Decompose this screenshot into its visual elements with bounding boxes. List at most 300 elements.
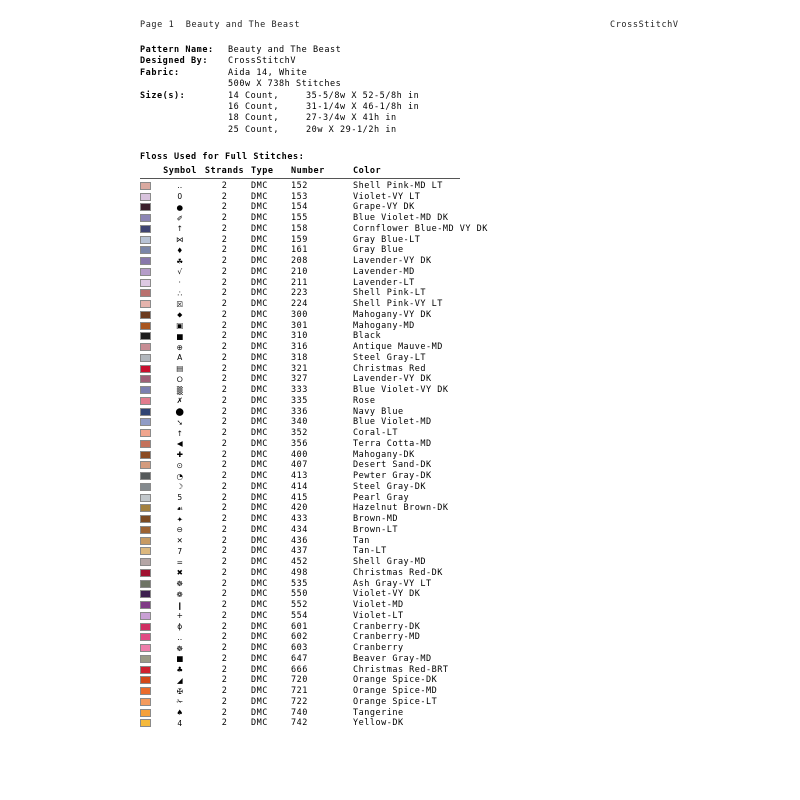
floss-number: 158 (291, 223, 308, 234)
floss-color-name: Blue Violet-VY DK (353, 385, 449, 396)
floss-symbol: ✚ (176, 450, 184, 460)
floss-table (140, 165, 488, 729)
table-row (140, 600, 470, 611)
color-swatch-cell (140, 289, 162, 297)
floss-strands: 2 (221, 460, 228, 471)
color-swatch (140, 644, 151, 652)
floss-type: DMC (251, 342, 268, 353)
floss-number: 414 (291, 481, 308, 492)
floss-color-name: Mahogany-DK (353, 449, 415, 460)
table-row (140, 718, 470, 729)
floss-color-name: Orange Spice-LT (353, 696, 438, 707)
floss-number: 647 (291, 653, 308, 664)
table-row (140, 331, 470, 342)
floss-symbol: · (178, 278, 182, 288)
floss-color-name: Rose (353, 395, 376, 406)
floss-symbol: 5 (177, 493, 183, 503)
floss-number: 211 (291, 277, 308, 288)
floss-strands: 2 (221, 309, 228, 320)
color-swatch (140, 225, 151, 233)
color-swatch (140, 375, 151, 383)
floss-number: 153 (291, 191, 308, 202)
color-swatch (140, 698, 151, 706)
color-swatch-cell (140, 709, 162, 717)
floss-type: DMC (251, 696, 268, 707)
floss-strands: 2 (221, 191, 228, 202)
floss-symbol: ♦ (176, 245, 184, 255)
table-row (140, 396, 470, 407)
floss-symbol: √ (177, 267, 183, 277)
table-row (140, 299, 470, 310)
column-header-number: Number (291, 166, 325, 176)
floss-symbol: ✐ (176, 213, 184, 223)
floss-symbol: ‥ (177, 181, 183, 191)
floss-strands: 2 (221, 374, 228, 385)
floss-type: DMC (251, 653, 268, 664)
floss-color-name: Christmas Red-BRT (353, 664, 449, 675)
floss-color-name: Terra Cotta-MD (353, 438, 432, 449)
floss-number: 436 (291, 535, 308, 546)
floss-strands: 2 (221, 686, 228, 697)
floss-symbol: ✖ (176, 568, 184, 578)
table-row (140, 686, 470, 697)
color-swatch (140, 676, 151, 684)
floss-strands: 2 (221, 707, 228, 718)
floss-strands: 2 (221, 589, 228, 600)
floss-type: DMC (251, 600, 268, 611)
table-row (140, 181, 470, 192)
color-swatch-cell (140, 644, 162, 652)
floss-number: 327 (291, 374, 308, 385)
floss-number: 152 (291, 180, 308, 191)
floss-color-name: Orange Spice-MD (353, 686, 438, 697)
color-swatch (140, 483, 151, 491)
table-row (140, 535, 470, 546)
table-row (140, 234, 470, 245)
color-swatch (140, 461, 151, 469)
floss-symbol: ϕ (177, 622, 183, 632)
floss-number: 333 (291, 385, 308, 396)
color-swatch (140, 289, 151, 297)
floss-symbol: ▣ (176, 321, 184, 331)
floss-strands: 2 (221, 352, 228, 363)
floss-strands: 2 (221, 546, 228, 557)
color-swatch-cell (140, 504, 162, 512)
color-swatch (140, 515, 151, 523)
floss-symbol: ▒ (176, 385, 184, 395)
floss-number: 301 (291, 320, 308, 331)
color-swatch-cell (140, 687, 162, 695)
floss-number: 452 (291, 557, 308, 568)
color-swatch (140, 311, 151, 319)
floss-color-name: Cranberry-MD (353, 632, 421, 643)
floss-number: 535 (291, 578, 308, 589)
floss-strands: 2 (221, 331, 228, 342)
color-swatch-cell (140, 612, 162, 620)
floss-strands: 2 (221, 417, 228, 428)
color-swatch (140, 709, 151, 717)
floss-strands: 2 (221, 234, 228, 245)
floss-symbol: ↑ (176, 224, 184, 234)
color-swatch-cell (140, 440, 162, 448)
designed-by-label: Designed By: (140, 56, 209, 67)
floss-type: DMC (251, 621, 268, 632)
floss-type: DMC (251, 417, 268, 428)
color-swatch-cell (140, 322, 162, 330)
color-swatch (140, 343, 151, 351)
floss-table-body (140, 180, 488, 729)
meta-row-fabric-stitches (140, 79, 419, 90)
color-swatch (140, 580, 151, 588)
size-count-0: 14 Count, (228, 90, 280, 101)
floss-strands: 2 (221, 428, 228, 439)
color-swatch-cell (140, 633, 162, 641)
floss-color-name: Black (353, 331, 382, 342)
color-swatch-cell (140, 300, 162, 308)
floss-strands: 2 (221, 223, 228, 234)
floss-color-name: Ash Gray-VY LT (353, 578, 432, 589)
color-swatch-cell (140, 580, 162, 588)
floss-type: DMC (251, 428, 268, 439)
color-swatch (140, 504, 151, 512)
floss-number: 340 (291, 417, 308, 428)
floss-type: DMC (251, 256, 268, 267)
floss-strands: 2 (221, 567, 228, 578)
floss-type: DMC (251, 202, 268, 213)
floss-type: DMC (251, 675, 268, 686)
size-count-1: 16 Count, (228, 102, 280, 113)
color-swatch (140, 451, 151, 459)
fabric-stitch-count: 500w X 738h Stitches (228, 79, 342, 90)
table-row (140, 439, 470, 450)
color-swatch (140, 537, 151, 545)
floss-number: 434 (291, 524, 308, 535)
table-row (140, 525, 470, 536)
table-row (140, 191, 470, 202)
floss-color-name: Steel Gray-DK (353, 481, 427, 492)
color-swatch (140, 494, 151, 502)
floss-type: DMC (251, 589, 268, 600)
floss-color-name: Antique Mauve-MD (353, 342, 443, 353)
color-swatch (140, 365, 151, 373)
color-swatch (140, 655, 151, 663)
floss-symbol: ☙ (176, 503, 184, 513)
floss-type: DMC (251, 567, 268, 578)
floss-number: 223 (291, 288, 308, 299)
designed-by-value: CrossStitchV (228, 56, 297, 67)
floss-strands: 2 (221, 578, 228, 589)
floss-strands: 2 (221, 320, 228, 331)
floss-strands: 2 (221, 481, 228, 492)
table-row (140, 557, 470, 568)
meta-row-size-1 (140, 102, 419, 113)
table-row (140, 471, 470, 482)
floss-type: DMC (251, 288, 268, 299)
floss-number: 433 (291, 514, 308, 525)
floss-number: 210 (291, 266, 308, 277)
color-swatch (140, 397, 151, 405)
floss-color-name: Desert Sand-DK (353, 460, 432, 471)
color-swatch-cell (140, 461, 162, 469)
floss-type: DMC (251, 213, 268, 224)
floss-number: 603 (291, 643, 308, 654)
color-swatch (140, 408, 151, 416)
floss-number: 321 (291, 363, 308, 374)
table-row (140, 342, 470, 353)
size-dims-3: 20w X 29-1/2h in (306, 124, 397, 135)
floss-number: 602 (291, 632, 308, 643)
table-row (140, 310, 470, 321)
floss-symbol: 0 (177, 192, 183, 202)
table-row (140, 417, 470, 428)
floss-number: 318 (291, 352, 308, 363)
floss-color-name: Pewter Gray-DK (353, 471, 432, 482)
floss-strands: 2 (221, 492, 228, 503)
color-swatch (140, 429, 151, 437)
table-row (140, 675, 470, 686)
color-swatch-cell (140, 279, 162, 287)
color-swatch-cell (140, 354, 162, 362)
color-swatch (140, 236, 151, 244)
running-header-left: Page 1 Beauty and The Beast (140, 20, 301, 30)
floss-type: DMC (251, 223, 268, 234)
floss-type: DMC (251, 363, 268, 374)
floss-symbol: ⊕ (176, 342, 184, 352)
floss-type: DMC (251, 546, 268, 557)
table-row (140, 632, 470, 643)
table-row (140, 449, 470, 460)
floss-type: DMC (251, 180, 268, 191)
floss-color-name: Shell Pink-LT (353, 288, 427, 299)
floss-color-name: Mahogany-VY DK (353, 309, 432, 320)
table-row (140, 621, 470, 632)
table-row (140, 353, 470, 364)
floss-color-name: Steel Gray-LT (353, 352, 427, 363)
floss-type: DMC (251, 406, 268, 417)
floss-symbol: ∴ (177, 288, 183, 298)
floss-number: 407 (291, 460, 308, 471)
size-count-3: 25 Count, (228, 124, 280, 135)
floss-symbol: ❁ (176, 589, 184, 599)
floss-color-name: Blue Violet-MD DK (353, 213, 449, 224)
floss-type: DMC (251, 438, 268, 449)
floss-symbol: ⭘ (176, 374, 184, 384)
floss-number: 352 (291, 428, 308, 439)
table-row (140, 589, 470, 600)
floss-number: 740 (291, 707, 308, 718)
floss-symbol: ⋈ (176, 235, 184, 245)
floss-color-name: Violet-MD (353, 600, 404, 611)
floss-number: 415 (291, 492, 308, 503)
color-swatch-cell (140, 418, 162, 426)
meta-row-designed-by (140, 56, 419, 67)
floss-type: DMC (251, 460, 268, 471)
floss-symbol: ☒ (176, 299, 184, 309)
floss-number: 155 (291, 213, 308, 224)
table-row (140, 406, 470, 417)
table-row (140, 374, 470, 385)
color-swatch-cell (140, 698, 162, 706)
color-swatch-cell (140, 558, 162, 566)
table-row (140, 568, 470, 579)
floss-color-name: Brown-MD (353, 514, 398, 525)
color-swatch (140, 214, 151, 222)
floss-strands: 2 (221, 696, 228, 707)
floss-type: DMC (251, 707, 268, 718)
floss-strands: 2 (221, 718, 228, 729)
table-row (140, 697, 470, 708)
color-swatch (140, 687, 151, 695)
color-swatch-cell (140, 494, 162, 502)
floss-type: DMC (251, 331, 268, 342)
floss-type: DMC (251, 718, 268, 729)
color-swatch (140, 322, 151, 330)
floss-strands: 2 (221, 600, 228, 611)
color-swatch-cell (140, 526, 162, 534)
floss-strands: 2 (221, 664, 228, 675)
color-swatch (140, 418, 151, 426)
floss-type: DMC (251, 610, 268, 621)
floss-strands: 2 (221, 363, 228, 374)
floss-color-name: Brown-LT (353, 524, 398, 535)
table-row (140, 460, 470, 471)
color-swatch-cell (140, 203, 162, 211)
floss-color-name: Cornflower Blue-MD VY DK (353, 223, 488, 234)
floss-number: 666 (291, 664, 308, 675)
table-row (140, 363, 470, 374)
floss-strands: 2 (221, 557, 228, 568)
floss-section-title: Floss Used for Full Stitches: (140, 152, 305, 162)
floss-color-name: Violet-VY DK (353, 589, 421, 600)
color-swatch-cell (140, 268, 162, 276)
floss-number: 420 (291, 503, 308, 514)
floss-color-name: Gray Blue (353, 245, 404, 256)
floss-color-name: Yellow-DK (353, 718, 404, 729)
meta-row-fabric (140, 68, 419, 79)
color-swatch-cell (140, 365, 162, 373)
color-swatch-cell (140, 375, 162, 383)
floss-type: DMC (251, 449, 268, 460)
floss-color-name: Lavender-VY DK (353, 374, 432, 385)
floss-type: DMC (251, 578, 268, 589)
floss-color-name: Tan (353, 535, 370, 546)
color-swatch-cell (140, 397, 162, 405)
floss-symbol: ☸ (176, 579, 184, 589)
floss-color-name: Cranberry-DK (353, 621, 421, 632)
floss-number: 159 (291, 234, 308, 245)
color-swatch-cell (140, 472, 162, 480)
floss-type: DMC (251, 686, 268, 697)
floss-type: DMC (251, 299, 268, 310)
floss-color-name: Navy Blue (353, 406, 404, 417)
color-swatch (140, 193, 151, 201)
color-swatch (140, 257, 151, 265)
floss-color-name: Lavender-VY DK (353, 256, 432, 267)
floss-number: 335 (291, 395, 308, 406)
floss-symbol: ↑ (176, 428, 184, 438)
floss-type: DMC (251, 191, 268, 202)
table-row (140, 578, 470, 589)
color-swatch-cell (140, 429, 162, 437)
floss-number: 550 (291, 589, 308, 600)
table-row (140, 514, 470, 525)
floss-number: 413 (291, 471, 308, 482)
color-swatch (140, 547, 151, 555)
floss-symbol: + (176, 611, 184, 621)
floss-type: DMC (251, 320, 268, 331)
floss-symbol: ◔ (176, 471, 184, 481)
column-header-symbol: Symbol (163, 166, 197, 176)
floss-symbol: ⊙ (176, 460, 184, 470)
column-header-strands: Strands (204, 166, 245, 176)
floss-color-name: Hazelnut Brown-DK (353, 503, 449, 514)
floss-symbol: 7 (177, 546, 183, 556)
floss-strands: 2 (221, 610, 228, 621)
floss-strands: 2 (221, 266, 228, 277)
table-row (140, 707, 470, 718)
color-swatch-cell (140, 451, 162, 459)
table-row (140, 546, 470, 557)
color-swatch-cell (140, 515, 162, 523)
floss-strands: 2 (221, 180, 228, 191)
table-row (140, 277, 470, 288)
floss-symbol: A (177, 353, 183, 363)
floss-number: 554 (291, 610, 308, 621)
table-row (140, 288, 470, 299)
table-row (140, 202, 470, 213)
floss-number: 742 (291, 718, 308, 729)
color-swatch-cell (140, 590, 162, 598)
sizes-label: Size(s): (140, 90, 186, 101)
color-swatch (140, 279, 151, 287)
floss-symbol: ● (176, 202, 184, 212)
floss-strands: 2 (221, 503, 228, 514)
pattern-metadata (140, 45, 419, 136)
fabric-label: Fabric: (140, 67, 180, 78)
floss-strands: 2 (221, 675, 228, 686)
size-dims-1: 31-1/4w X 46-1/8h in (306, 102, 420, 113)
floss-color-name: Blue Violet-MD (353, 417, 432, 428)
floss-strands: 2 (221, 632, 228, 643)
floss-type: DMC (251, 514, 268, 525)
floss-strands: 2 (221, 535, 228, 546)
floss-number: 336 (291, 406, 308, 417)
sizes-spacer-2 (140, 113, 228, 124)
floss-type: DMC (251, 374, 268, 385)
floss-color-name: Christmas Red (353, 363, 427, 374)
floss-type: DMC (251, 535, 268, 546)
column-header-type: Type (251, 166, 274, 176)
floss-number: 722 (291, 696, 308, 707)
floss-strands: 2 (221, 277, 228, 288)
color-swatch (140, 558, 151, 566)
color-swatch-cell (140, 719, 162, 727)
pattern-name-value: Beauty and The Beast (228, 45, 342, 55)
sizes-spacer-3 (140, 125, 228, 136)
size-count-2: 18 Count, (228, 113, 280, 124)
fabric-spacer (140, 79, 228, 90)
floss-symbol: ◢ (176, 675, 184, 685)
color-swatch-cell (140, 225, 162, 233)
table-row (140, 664, 470, 675)
floss-type: DMC (251, 524, 268, 535)
color-swatch (140, 590, 151, 598)
color-swatch-cell (140, 311, 162, 319)
color-swatch (140, 526, 151, 534)
floss-color-name: Grape-VY DK (353, 202, 415, 213)
color-swatch-cell (140, 537, 162, 545)
color-swatch-cell (140, 601, 162, 609)
